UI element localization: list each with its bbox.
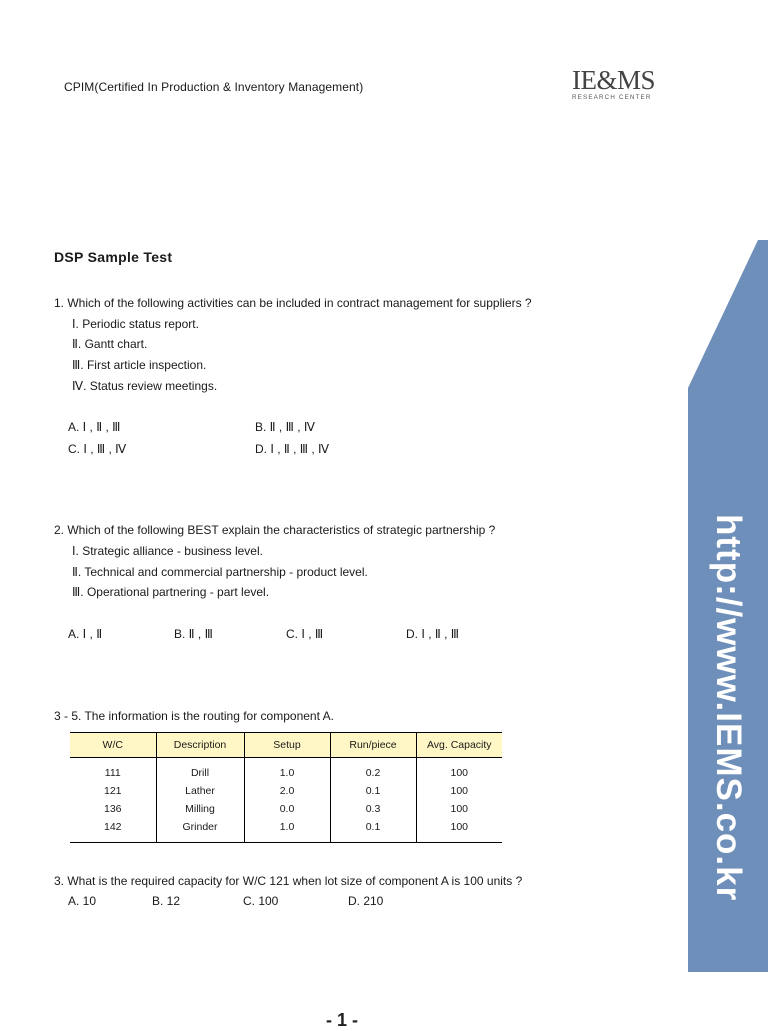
section-title: DSP Sample Test xyxy=(54,249,173,265)
side-url-text: http://www.IEMS.co.kr xyxy=(709,514,748,902)
header-run-piece: Run/piece xyxy=(330,733,416,758)
item-text: Operational partnering - part level. xyxy=(86,585,270,599)
item-numeral: Ⅲ. xyxy=(72,585,84,599)
cell-wc: 121 xyxy=(103,785,122,797)
question-3-answer-a[interactable]: A. 10 xyxy=(68,894,97,908)
routing-intro-text: 3 - 5. The information is the routing for component A. xyxy=(54,709,334,723)
question-2-text: 2. Which of the following BEST explain the characteristics of strategic partnership ? xyxy=(54,523,496,537)
logo-sub-text: RESEARCH CENTER xyxy=(572,94,652,101)
cell-avg-capacity: 100 xyxy=(416,758,502,783)
table-row xyxy=(70,758,502,783)
cell-run-piece: 0.3 xyxy=(330,800,416,818)
logo-main-text: IE&MS xyxy=(572,65,656,95)
question-2-item-2 xyxy=(72,565,368,579)
question-2-answer-c[interactable]: C. Ⅰ , Ⅲ xyxy=(286,627,324,641)
page-number: - 1 - xyxy=(326,1010,359,1030)
header-avg-capacity: Avg. Capacity xyxy=(416,733,502,758)
question-2-item-1 xyxy=(72,544,263,558)
cell-run-piece: 0.1 xyxy=(330,818,416,843)
item-text: Technical and commercial partnership - product level. xyxy=(84,565,368,579)
question-3-text: 3. What is the required capacity for W/C 121 when lot size of component A is 100 units ? xyxy=(54,874,523,888)
header-description: Description xyxy=(156,733,244,758)
question-1-item-3 xyxy=(72,358,206,372)
document-header-title: CPIM(Certified In Production & Inventory Management) xyxy=(64,80,364,94)
routing-table xyxy=(70,732,502,843)
cell-avg-capacity: 100 xyxy=(416,782,502,800)
table-row xyxy=(70,800,502,818)
item-numeral: Ⅳ. xyxy=(72,379,87,393)
iems-logo xyxy=(572,66,672,101)
item-text: Status review meetings. xyxy=(89,379,218,393)
cell-description: Lather xyxy=(156,782,244,800)
question-1-item-4 xyxy=(72,379,217,393)
question-1-answer-a[interactable]: A. Ⅰ , Ⅱ , Ⅲ xyxy=(68,420,121,434)
question-2-answer-b[interactable]: B. Ⅱ , Ⅲ xyxy=(174,627,213,641)
cell-setup: 1.0 xyxy=(244,818,330,843)
item-text: Periodic status report. xyxy=(82,317,199,331)
header-wc: W/C xyxy=(70,733,156,758)
question-3-answer-b[interactable]: B. 12 xyxy=(152,894,181,908)
item-numeral: Ⅱ. xyxy=(72,565,82,579)
question-1-item-1 xyxy=(72,317,199,331)
question-1-item-2 xyxy=(72,337,147,351)
cell-run-piece: 0.1 xyxy=(330,782,416,800)
question-3-answer-c[interactable]: C. 100 xyxy=(243,894,279,908)
header-setup: Setup xyxy=(244,733,330,758)
cell-avg-capacity: 100 xyxy=(416,800,502,818)
item-text: Strategic alliance - business level. xyxy=(82,544,263,558)
cell-setup: 1.0 xyxy=(244,758,330,783)
item-text: First article inspection. xyxy=(86,358,207,372)
item-numeral: Ⅰ. xyxy=(72,544,79,558)
cell-setup: 2.0 xyxy=(244,782,330,800)
question-1-text: 1. Which of the following activities can be included in contract management for suppliers ? xyxy=(54,296,532,310)
question-1-answer-d[interactable]: D. Ⅰ , Ⅱ , Ⅲ , Ⅳ xyxy=(255,442,330,456)
question-2-item-3 xyxy=(72,585,269,599)
cell-avg-capacity: 100 xyxy=(416,818,502,843)
question-1-answer-c[interactable]: C. Ⅰ , Ⅲ , Ⅳ xyxy=(68,442,127,456)
cell-description: Drill xyxy=(156,758,244,783)
cell-setup: 0.0 xyxy=(244,800,330,818)
cell-wc: 136 xyxy=(103,803,122,815)
cell-description: Milling xyxy=(156,800,244,818)
question-1-answer-b[interactable]: B. Ⅱ , Ⅲ , Ⅳ xyxy=(255,420,315,434)
item-text: Gantt chart. xyxy=(84,337,148,351)
cell-wc: 111 xyxy=(104,767,121,779)
question-2-answer-d[interactable]: D. Ⅰ , Ⅱ , Ⅲ xyxy=(406,627,460,641)
question-3-answer-d[interactable]: D. 210 xyxy=(348,894,384,908)
cell-run-piece: 0.2 xyxy=(330,758,416,783)
item-numeral: Ⅰ. xyxy=(72,317,79,331)
routing-table-header-row xyxy=(70,733,502,758)
item-numeral: Ⅱ. xyxy=(72,337,82,351)
item-numeral: Ⅲ. xyxy=(72,358,84,372)
table-row xyxy=(70,818,502,843)
table-row xyxy=(70,782,502,800)
question-2-answer-a[interactable]: A. Ⅰ , Ⅱ xyxy=(68,627,103,641)
cell-description: Grinder xyxy=(156,818,244,843)
cell-wc: 142 xyxy=(70,818,156,843)
